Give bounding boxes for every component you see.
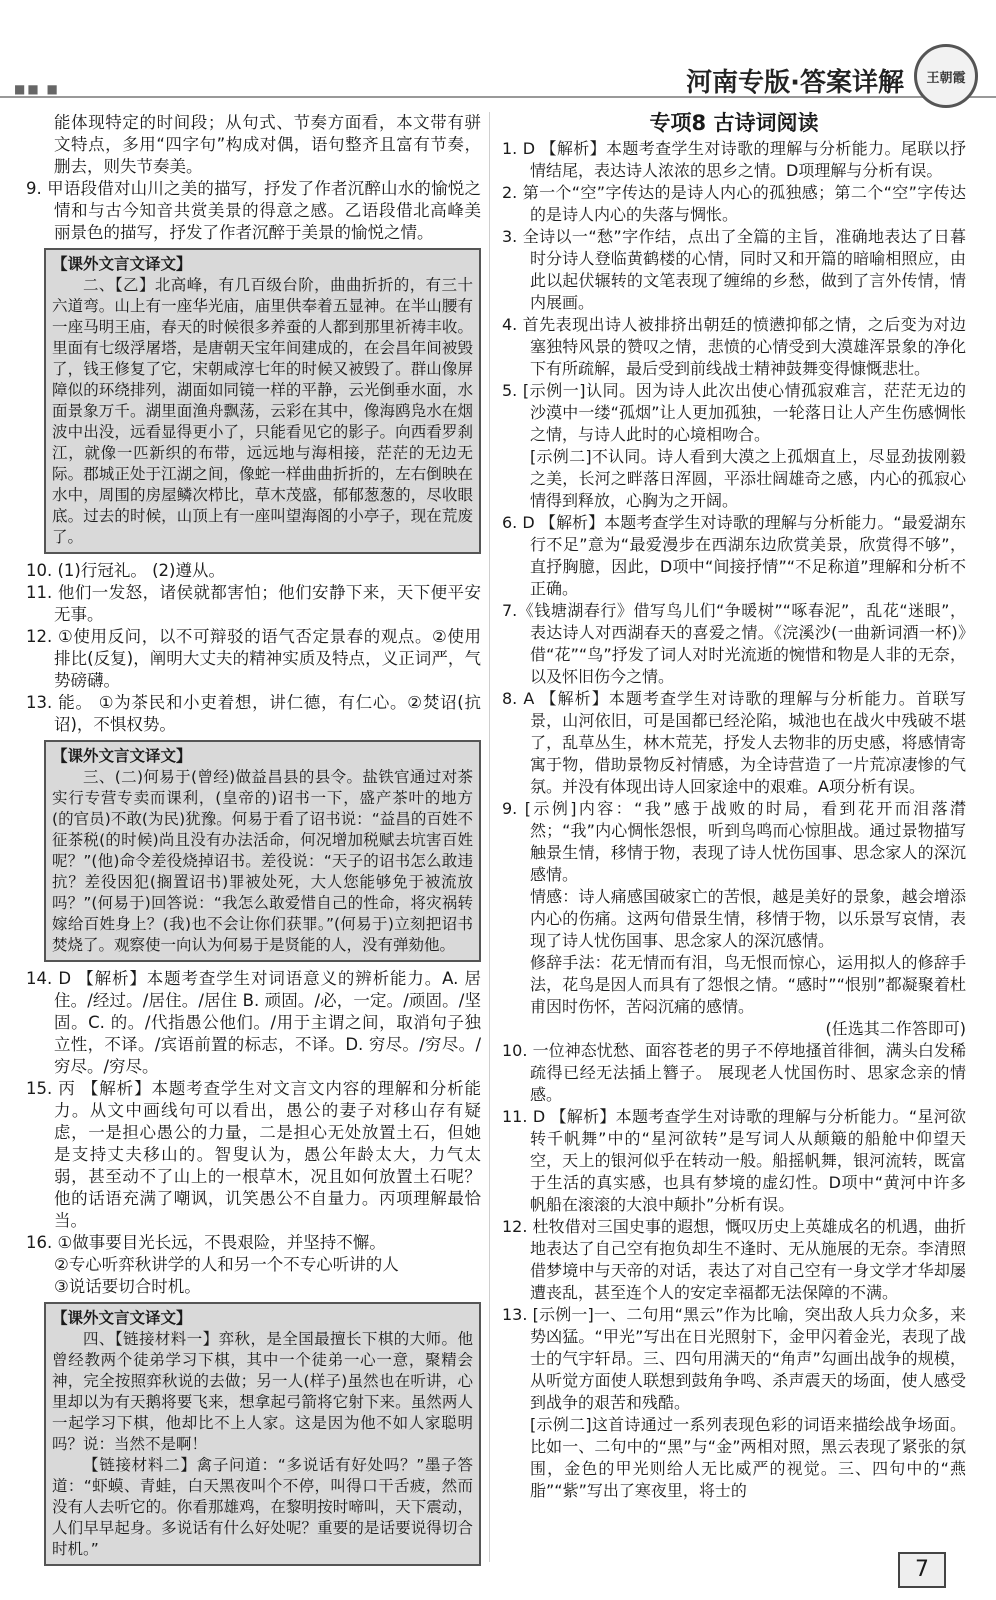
answer-item: 1. D 【解析】本题考查学生对诗歌的理解与分析能力。尾联以抒情结尾，表达诗人浓浓的思乡之情。D项理解与分析有误。 xyxy=(502,139,966,180)
answer-item: 13. 能。 ①为茶民和小吏着想，讲仁德，有仁心。②焚诏(抗诏)，不惧权势。 xyxy=(26,693,481,734)
answer-subitem: [示例二]这首诗通过一系列表现色彩的词语来描绘战争场面。比如一、二句中的“黑”与“金”两相对照，黑云表现了紧张的氛围，金色的甲光则给人无比威严的视觉。三、四句中的“燕脂”“紫”写出了寒夜里，将士的 xyxy=(530,1415,966,1500)
page-header xyxy=(0,0,996,112)
answer-item: 15. 丙 【解析】本题考查学生对文言文内容的理解和分析能力。从文中画线句可以看出，愚公的妻子对移山存有疑虑，一是担心愚公的力量，二是担心无处放置土石，但她是支持丈夫移山的。智叟认为，愚公年龄太大，力气太弱，甚至动不了山上的一根草木，况且如何放置土石呢？他的话语充满了嘲讽，讥笑愚公不自量力。丙项理解最恰当。 xyxy=(26,1079,481,1230)
page-number: 7 xyxy=(898,1552,946,1588)
answer-item: 3. 全诗以一“愁”字作结，点出了全篇的主旨，准确地表达了日暮时分诗人登临黄鹤楼的心情，同时又和开篇的暗喻相照应，由此以起伏辗转的文笔表现了缠绵的乡愁，做到了言外传情，情内展画。 xyxy=(502,227,966,312)
answer-item: 12. 杜牧借对三国史事的遐想，慨叹历史上英雄成名的机遇，曲折地表达了自己空有抱负却生不逢时、无从施展的无奈。李清照借梦境中与天帝的对话，表达了对自己空有一身文学才华却屡遭丧乱，甚至连个人的安定幸福都无法保障的不满。 xyxy=(502,1217,966,1302)
box-text: 四、【链接材料一】弈秋，是全国最擅长下棋的大师。他曾经教两个徒弟学习下棋，其中一个徒弟一心一意，聚精会神，完全按照弈秋说的去做；另一人(样子)虽然也在听讲，心里却以为有天鹅将要飞来，想拿起弓箭将它射下来。虽然两人一起学习下棋，他却比不上人家。这是因为他不如人家聪明吗？说：当然不是啊！ xyxy=(52,1330,473,1453)
header-dots-icon: ■■ ■ xyxy=(14,82,60,96)
section-title: 专项8 古诗词阅读 xyxy=(649,111,819,135)
translation-box xyxy=(44,1302,481,1566)
answer-item: 10. (1)行冠礼。 (2)遵从。 xyxy=(26,561,225,580)
answer-item: 9. 甲语段借对山川之美的描写，抒发了作者沉醉山水的愉悦之情和与古今知音共赏美景的得意之感。乙语段借北高峰美丽景色的描写，抒发了作者沉醉于美景的愉悦之情。 xyxy=(26,179,481,242)
answer-item: 9. [示例]内容：“我”感于战败的时局，看到花开而泪落潸然；“我”内心惆怅怨恨，听到鸟鸣而心惊胆战。通过景物描写触景生情，移情于物，表现了诗人忧伤国事、思念家人的深沉感情。 xyxy=(502,799,966,884)
answer-item: 8. A 【解析】本题考查学生对诗歌的理解与分析能力。首联写景，山河依旧，可是国都已经沦陷，城池也在战火中残破不堪了，乱草丛生，林木荒芜，抒发人去物非的历史感，将感情寄寓于物，借助景物反衬情感，为全诗营造了一片荒凉凄惨的气氛。并没有体现出诗人回家途中的艰难。A项分析有误。 xyxy=(502,689,966,796)
answer-note: (任选其二作答即可) xyxy=(825,1019,966,1038)
answer-item: 7.《钱塘湖春行》借写鸟儿们“争暖树”“啄春泥”，乱花“迷眼”，表达诗人对西湖春天的喜爱之情。《浣溪沙(一曲新词酒一杯)》借“花”“鸟”抒发了词人对时光流逝的惋惜和物是人非的无奈，以及怀旧伤今之情。 xyxy=(502,601,966,686)
box-text: 二、【乙】北高峰，有几百级台阶，曲曲折折的，有三十六道弯。山上有一座华光庙，庙里供奉着五显神。在半山腰有一座马明王庙，春天的时候很多养蚕的人都到那里祈祷丰收。里面有七级浮屠塔，是唐朝天宝年间建成的，在会昌年间被毁了，钱王修复了它，宋朝咸淳七年的时候又被毁了。群山像屏障似的环绕排列，湖面如同镜一样的平静，云光倒垂水面，水面景象万千。湖里面渔舟飘荡，云彩在其中，像海鸥凫水在烟波中出没，远看显得更小了，只能看见它的影子。向西看罗刹江，就像一匹新织的布带，远远地与海相接，茫茫的无边无际。郡城正处于江湖之间，像蛇一样曲曲折折的，左右倒映在水中，周围的房屋鳞次栉比，草木茂盛，郁郁葱葱的，尽收眼底。过去的时候，山顶上有一座叫望海阁的小亭子，现在荒废了。 xyxy=(52,276,473,546)
header-label: 河南专版·答案详解 xyxy=(686,68,904,98)
left-column xyxy=(26,112,481,1572)
column-divider xyxy=(489,112,490,1562)
answer-item: 14. D 【解析】本题考查学生对词语意义的辨析能力。A. 居住。/经过。/居住。/居住 B. 顽固。/必，一定。/顽固。/坚固。C. 的。/代指愚公他们。/用于主谓之间，取消句子独立性，不译。/宾语前置的标志，不译。D. 穷尽。/穷尽。/穷尽。/穷尽。 xyxy=(26,969,481,1076)
answer-item: 2. 第一个“空”字传达的是诗人内心的孤独感；第二个“空”字传达的是诗人内心的失落与惆怅。 xyxy=(502,183,966,224)
answer-subitem: 修辞手法：花无情而有泪，鸟无恨而惊心，运用拟人的修辞手法，花鸟是因人而具有了怨恨之情。“感时”“恨别”都凝聚着杜甫因时伤怀，苦闷沉痛的感情。 xyxy=(530,953,966,1016)
answer-item: 10. 一位神态忧愁、面容苍老的男子不停地搔首徘徊，满头白发稀疏得已经无法插上簪子。 展现老人忧国伤时、思家念亲的情感。 xyxy=(502,1041,966,1104)
answer-subitem: ③说话要切合时机。 xyxy=(54,1277,201,1296)
answer-subitem: 情感：诗人痛感国破家亡的苦恨，越是美好的景象，越会增添内心的伤痛。这两句借景生情，移情于物，以乐景写哀情，表现了诗人忧伤国事、思念家人的深沉感情。 xyxy=(530,887,966,950)
box-text: 三、(二)何易于(曾经)做益昌县的县令。盐铁官通过对茶实行专营专卖而课利，(皇帝的)诏书一下，盛产茶叶的地方(的官员)不敢(为民)犹豫。何易于看了诏书说：“益昌的百姓不征茶税(的时候)尚且没有办法活命，何况增加税赋去坑害百姓呢？”(他)命令差役烧掉诏书。差役说：“天子的诏书怎么敢违抗？差役因犯(搁置诏书)罪被处死，大人您能够免于被流放吗？”(何易于)回答说：“我怎么敢爱惜自己的性命，将灾祸转嫁给百姓身上？(我)也不会让你们获罪。”(何易于)立刻把诏书焚烧了。观察使一向认为何易于是贤能的人，没有弹劾他。 xyxy=(52,768,473,954)
answer-subitem: [示例二]不认同。诗人看到大漠之上孤烟直上，尽显劲拔刚毅之美，长河之畔落日浑圆，平添壮阔雄奇之感，内心的孤寂心情得到释放，心胸为之开阔。 xyxy=(530,447,966,510)
answer-item: 12. ①使用反问，以不可辩驳的语气否定景春的观点。②使用排比(反复)，阐明大丈夫的精神实质及特点，义正词严，气势磅礴。 xyxy=(26,627,481,690)
box-title: 【课外文言文译文】 xyxy=(52,255,192,273)
answer-item: 13. [示例一]一、二句用“黑云”作为比喻，突出敌人兵力众多，来势凶猛。“甲光”写出在日光照射下，金甲闪着金光，表现了战士的气宇轩昂。三、四句用满天的“角声”勾画出战争的规模，从听觉方面使人联想到鼓角争鸣、杀声震天的场面，使人感受到战争的艰苦和残酷。 xyxy=(502,1305,966,1412)
answer-item: 5. [示例一]认同。因为诗人此次出使心情孤寂难言，茫茫无边的沙漠中一缕“孤烟”让人更加孤独，一轮落日让人产生伤感惆怅之情，与诗人此时的心境相吻合。 xyxy=(502,381,966,444)
logo-seal: 王朝霞 xyxy=(914,44,978,108)
box-title: 【课外文言文译文】 xyxy=(52,747,192,765)
answer-item: 11. 他们一发怒，诸侯就都害怕；他们安静下来，天下便平安无事。 xyxy=(26,583,481,624)
answer-text: 能体现特定的时间段；从句式、节奏方面看，本文带有骈文特点，多用“四字句”构成对偶，语句整齐且富有节奏，删去，则失节奏美。 xyxy=(54,113,481,176)
answer-item: 4. 首先表现出诗人被排挤出朝廷的愤懑抑郁之情，之后变为对边塞独特风景的赞叹之情，悲愤的心情受到大漠雄浑景象的净化下有所疏解，最后受到前线战士精神鼓舞变得慷慨悲壮。 xyxy=(502,315,966,378)
answer-item: 11. D 【解析】本题考查学生对诗歌的理解与分析能力。“星河欲转千帆舞”中的“星河欲转”是写词人从颠簸的船舱中仰望天空，天上的银河似乎在转动一般。船摇帆舞，银河流转，既富于生活的真实感，也具有梦境的虚幻性。D项中“黄河中许多帆船在滚滚的大浪中颠扑”分析有误。 xyxy=(502,1107,966,1214)
right-column xyxy=(502,112,966,1502)
translation-box xyxy=(44,740,481,962)
translation-box xyxy=(44,248,481,554)
box-text: 【链接材料二】禽子问道：“多说话有好处吗？”墨子答道：“虾蟆、青蛙，白天黑夜叫个不停，叫得口干舌疲，然而没有人去听它的。你看那雄鸡，在黎明按时啼叫，天下震动，人们早早起身。多说话有什么好处呢？重要的是话要说得切合时机。” xyxy=(52,1456,473,1558)
answer-subitem: ②专心听弈秋讲学的人和另一个不专心听讲的人 xyxy=(54,1255,399,1274)
box-title: 【课外文言文译文】 xyxy=(52,1309,192,1327)
answer-item: 16. ①做事要目光长远，不畏艰险，并坚持不懈。 xyxy=(26,1233,386,1252)
answer-item: 6. D 【解析】本题考查学生对诗歌的理解与分析能力。“最爱湖东行不足”意为“最爱漫步在西湖东边欣赏美景，欣赏得不够”，直抒胸臆，因此，D项中“间接抒情”“不足称道”理解和分析不正确。 xyxy=(502,513,966,598)
